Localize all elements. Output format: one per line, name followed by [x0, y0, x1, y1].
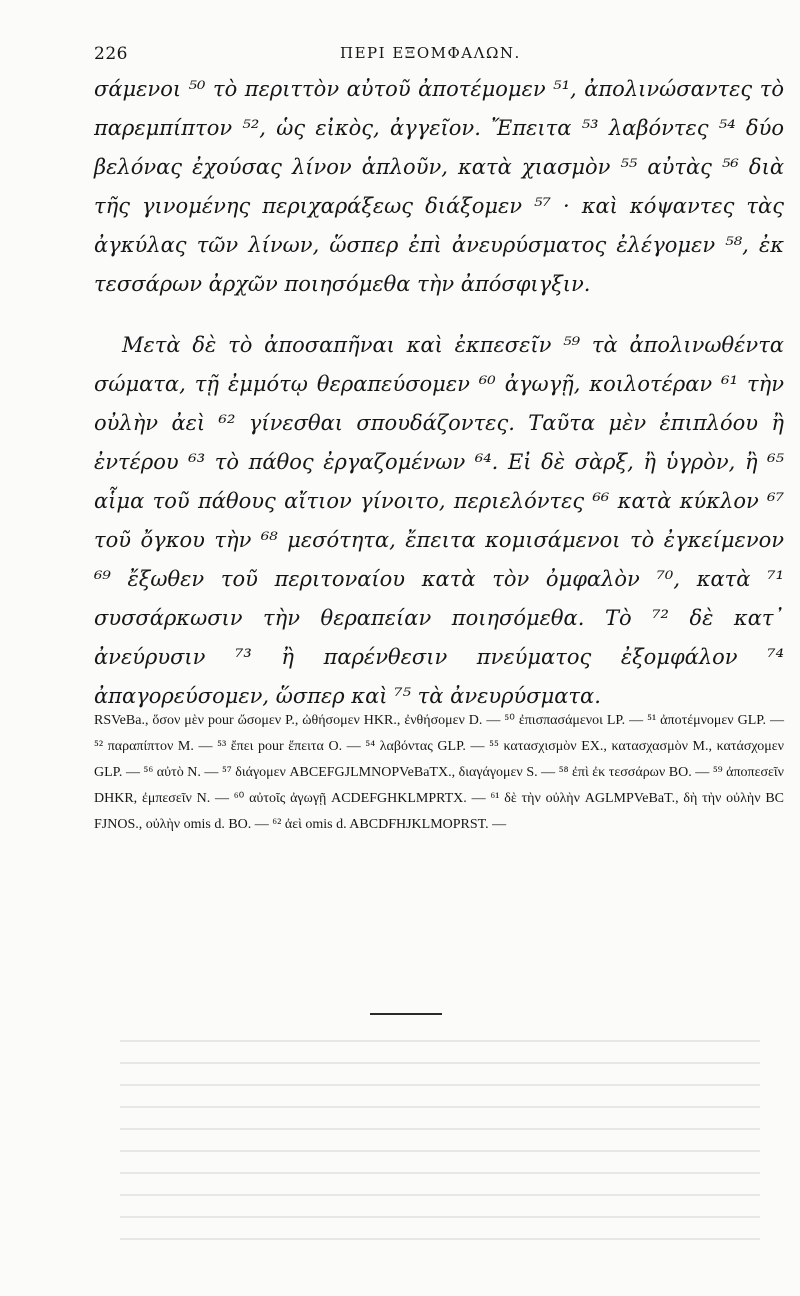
section-divider: [370, 1013, 442, 1015]
show-through-texture: [120, 1040, 760, 1240]
paragraph: Μετὰ δὲ τὸ ἀποσαπῆναι καὶ ἐκπεσεῖν ⁵⁹ τὰ ἀπολινωθέντα σώματα, τῇ ἐμμότῳ θεραπεύσομεν ⁶⁰ ἀγωγῇ, κοιλοτέραν ⁶¹ τὴν οὐλὴν ἀεὶ ⁶² γίνεσθαι σπουδάζοντες. Ταῦτα μὲν ἐπιπλόου ἢ ἐντέρου ⁶³ τὸ πάθος ἐργαζομένων ⁶⁴. Εἰ δὲ σὰρξ, ἢ ὑγρὸν, ἢ ⁶⁵ αἷμα τοῦ πάθους αἴτιον γίνοιτο, περιελόντες ⁶⁶ κατὰ κύκλον ⁶⁷ τοῦ ὄγκου τὴν ⁶⁸ μεσότητα, ἔπειτα κομισάμενοι τὸ ἐγκείμενον ⁶⁹ ἔξωθεν τοῦ περιτοναίου κατὰ τὸν ὀμφαλὸν ⁷⁰, κατὰ ⁷¹ συσσάρκωσιν τὴν θεραπείαν ποιησόμεθα. Τὸ ⁷² δὲ κατ᾽ ἀνεύρυσιν ⁷³ ἢ παρένθεσιν πνεύματος ἐξομφάλον ⁷⁴ ἀπαγορεύσομεν, ὥσπερ καὶ ⁷⁵ τὰ ἀνευρύσματα.: [94, 333, 784, 708]
critical-apparatus: RSVeBa., ὅσον μὲν pour ὤσομεν P., ὠθήσομεν HKR., ἐνθήσομεν D. — ⁵⁰ ἐπισπασάμενοι LP. — ⁵¹ ἀποτέμνομεν GLP. — ⁵² παραπίπτον M. — ⁵³ ἔπει pour ἔπειτα O. — ⁵⁴ λαβόντας GLP. — ⁵⁵ κατασχισμὸν EX., κατασχασμὸν M., κατάσχομεν GLP. — ⁵⁶ αὐτὸ N. — ⁵⁷ διάγομεν ABCEFGJLMNOPVeBaTX., διαγάγομεν S. — ⁵⁸ ἐπὶ ἐκ τεσσάρων BO. — ⁵⁹ ἀποπεσεῖν DHKR, ἐμπεσεῖν N. — ⁶⁰ αὐτοῖς ἀγωγῇ ACDEFGHKLMPRTX. — ⁶¹ δὲ τὴν οὐλὴν AGLMPVeBaT., δὴ τὴν οὐλὴν BC FJNOS., οὐλὴν omis d. BO. — ⁶² ἀεὶ omis d. ABCDFHJKLMOPRST. —: [94, 713, 784, 832]
page-number: 226: [94, 44, 128, 64]
main-text: [94, 70, 784, 716]
paragraph: σάμενοι ⁵⁰ τὸ περιττὸν αὐτοῦ ἀποτέμομεν ⁵¹, ἀπολινώσαντες τὸ παρεμπίπτον ⁵², ὡς εἰκὸς, ἀγγεῖον. Ἔπειτα ⁵³ λαβόντες ⁵⁴ δύο βελόνας ἐχούσας λίνον ἁπλοῦν, κατὰ χιασμὸν ⁵⁵ αὐτὰς ⁵⁶ διὰ τῆς γινομένης περιχαράξεως διάξομεν ⁵⁷ · καὶ κόψαντες τὰς ἀγκύλας τῶν λίνων, ὥσπερ ἐπὶ ἀνευρύσματος ἐλέγομεν ⁵⁸, ἐκ τεσσάρων ἀρχῶν ποιησόμεθα τὴν ἀπόσφιγξιν.: [94, 77, 784, 296]
running-title: ΠΕΡΙ ΕΞΟΜΦΑΛΩΝ.: [340, 44, 521, 62]
